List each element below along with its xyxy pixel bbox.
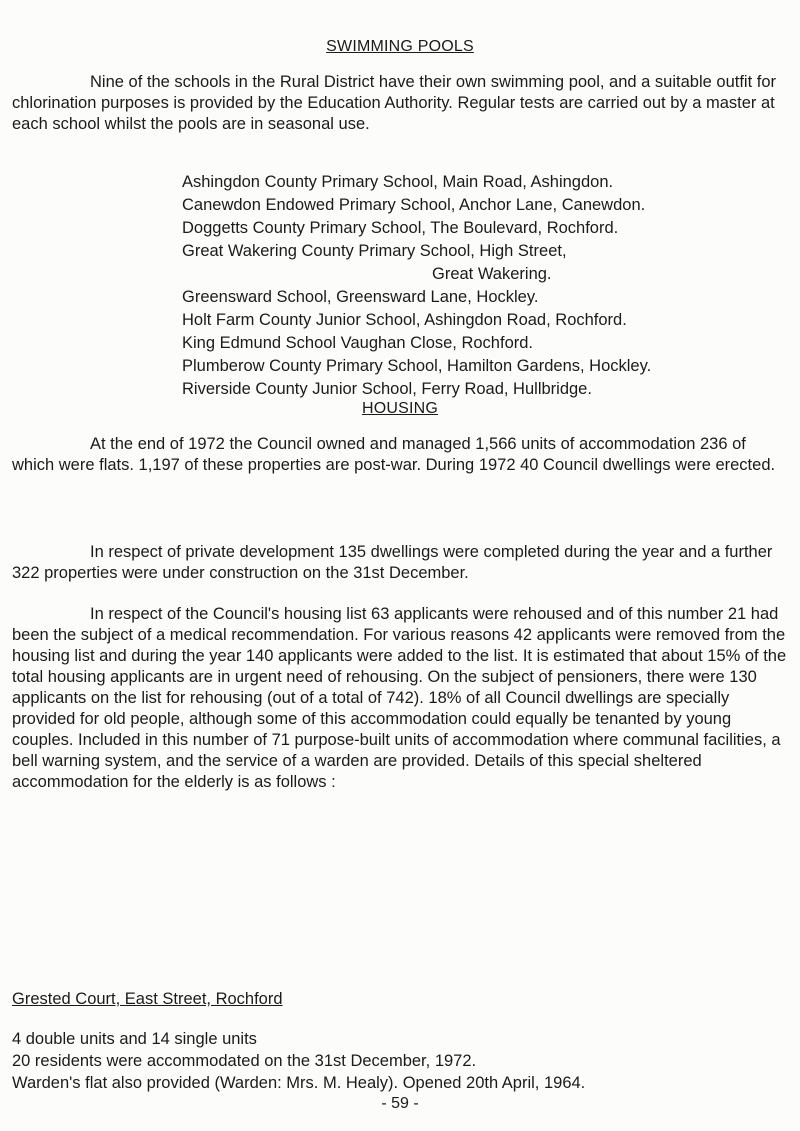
page-number: - 59 - <box>381 1095 419 1112</box>
swimming-intro-paragraph: Nine of the schools in the Rural District have their own swimming pool, and a suitable outfit for chlorination purposes is provided by the Education Authority. Regular tests are carried out by a master at each school whilst the pools are in seasonal use. <box>12 73 776 133</box>
housing-paragraph-1: At the end of 1972 the Council owned and managed 1,566 units of accommodation 236 of which were flats. 1,197 of these properties are post-war. During 1972 40 Council dwellings were erected. <box>12 435 776 474</box>
school-item: Canewdon Endowed Primary School, Anchor Lane, Canewdon. <box>182 196 646 214</box>
school-item: Great Wakering County Primary School, High Street, <box>182 242 567 260</box>
grested-detail-line: 4 double units and 14 single units <box>12 1030 257 1048</box>
school-item: Doggetts County Primary School, The Boulevard, Rochford. <box>182 219 619 237</box>
school-item: Riverside County Junior School, Ferry Road, Hullbridge. <box>182 380 592 398</box>
housing-paragraph-2: In respect of private development 135 dwellings were completed during the year and a further 322 properties were under construction on the 31st December. <box>12 543 773 582</box>
school-item: Ashingdon County Primary School, Main Road, Ashingdon. <box>182 173 614 191</box>
school-item: Holt Farm County Junior School, Ashingdon Road, Rochford. <box>182 311 627 329</box>
grested-detail-line: 20 residents were accommodated on the 31st December, 1972. <box>12 1052 477 1070</box>
school-item: Greensward School, Greensward Lane, Hockley. <box>182 288 539 306</box>
grested-detail-line: Warden's flat also provided (Warden: Mrs. M. Healy). Opened 20th April, 1964. <box>12 1074 586 1092</box>
school-list <box>182 171 792 401</box>
school-item-continuation: Great Wakering. <box>432 265 552 283</box>
grested-court-heading: Grested Court, East Street, Rochford <box>12 990 283 1008</box>
housing-paragraph-3: In respect of the Council's housing list 63 applicants were rehoused and of this number 21 had been the subject of a medical recommendation. For various reasons 42 applicants were removed from the housing list and during the year 140 applicants were added to the list. It is estimated that about 15% of the total housing applicants are in urgent need of rehousing. On the subject of pensioners, there were 130 applicants on the list for rehousing (out of a total of 742). 18% of all Council dwellings are specially provided for old people, although some of this accommodation could equally be tenanted by young couples. Included in this number of 71 purpose-built units of accommodation where communal facilities, a bell warning system, and the service of a warden are provided. Details of this special sheltered accommodation for the elderly is as follows : <box>12 605 787 791</box>
school-item: Plumberow County Primary School, Hamilton Gardens, Hockley. <box>182 357 652 375</box>
housing-heading: HOUSING <box>361 400 439 417</box>
school-item: King Edmund School Vaughan Close, Rochford. <box>182 334 533 352</box>
swimming-pools-heading: SWIMMING POOLS <box>326 38 474 55</box>
